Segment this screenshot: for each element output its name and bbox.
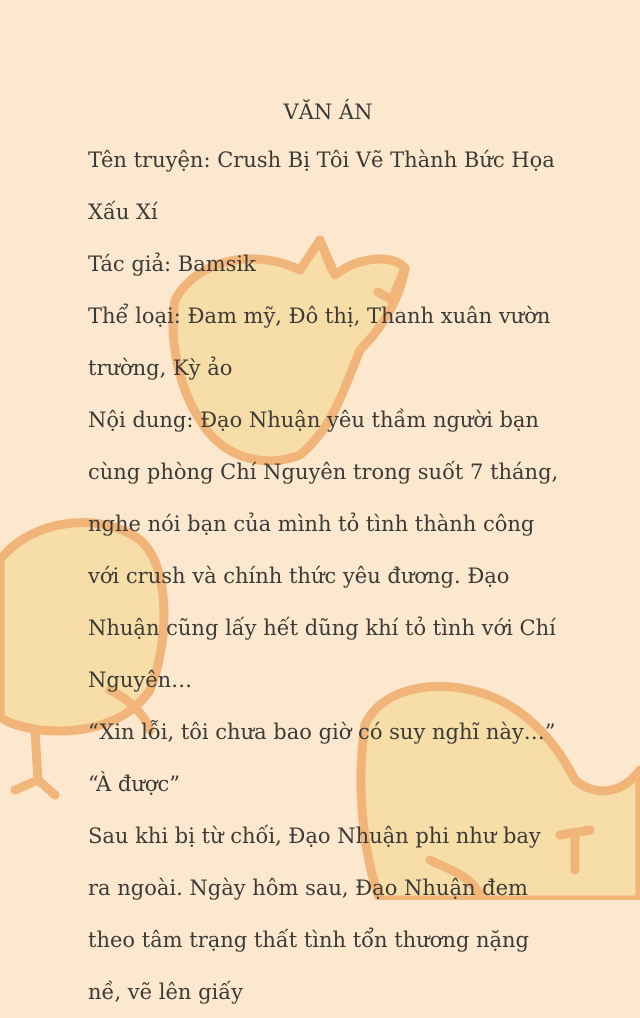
- author-line: Tác giả: Bamsik: [88, 252, 256, 276]
- synopsis-paragraph: Nội dung: Đạo Nhuận yêu thầm người bạn cùng phòng Chí Nguyên trong suốt 7 tháng, nghe nói bạn của mình tỏ tình thành công với crush và chính thức yêu đương. Đạo Nhuận cũng lấy hết dũng khí tỏ tình với Chí Nguyên…: [88, 408, 559, 692]
- continuation-paragraph: Sau khi bị từ chối, Đạo Nhuận phi như bay ra ngoài. Ngày hôm sau, Đạo Nhuận đem theo tâm trạng thất tình tổn thương nặng nề, vẽ lên giấy: [88, 824, 541, 1004]
- dialogue-line-1: “Xin lỗi, tôi chưa bao giờ có suy nghĩ này…”: [88, 720, 556, 744]
- story-title-line: Tên truyện: Crush Bị Tôi Vẽ Thành Bức Họa Xấu Xí: [88, 148, 555, 224]
- genre-line: Thể loại: Đam mỹ, Đô thị, Thanh xuân vườn trường, Kỳ ảo: [88, 304, 551, 380]
- story-summary-page: [88, 90, 568, 1018]
- page-title: VĂN ÁN: [283, 100, 373, 124]
- dialogue-line-2: “À được”: [88, 772, 180, 796]
